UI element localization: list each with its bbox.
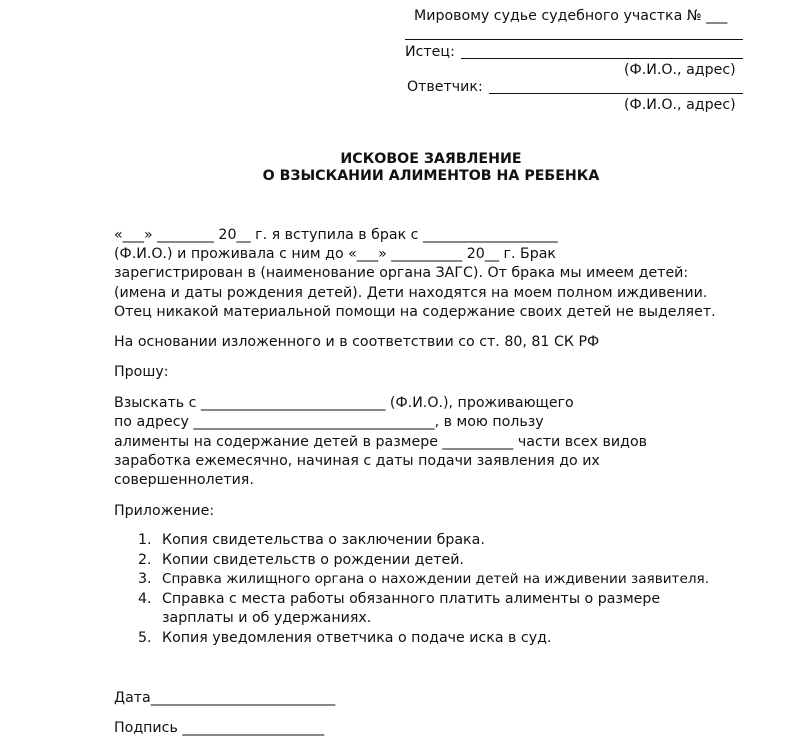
request-line: по адресу __________________________________, в мою пользу: [114, 414, 544, 430]
attachment-number: 5.: [138, 630, 152, 646]
request-line: заработка ежемесячно, начиная с даты подачи заявления до их: [114, 453, 600, 469]
attachment-item: Копия свидетельства о заключении брака.: [162, 532, 485, 548]
date-line: Дата__________________________: [114, 690, 336, 706]
defendant-hint: (Ф.И.О., адрес): [624, 97, 736, 113]
defendant-underline: [489, 93, 743, 94]
plaintiff-hint: (Ф.И.О., адрес): [624, 62, 736, 78]
body-line: зарегистрирован в (наименование органа ЗАГС). От брака мы имеем детей:: [114, 265, 689, 281]
attachment-item: Справка с места работы обязанного платить алименты о размере: [162, 591, 661, 607]
attachment-number: 2.: [138, 552, 152, 568]
basis-text: На основании изложенного и в соответствии со ст. 80, 81 СК РФ: [114, 334, 600, 350]
attachment-item-continued: зарплаты и об удержаниях.: [162, 610, 372, 626]
request-line: алименты на содержание детей в размере __________ части всех видов: [114, 434, 647, 450]
signature-line: Подпись ____________________: [114, 720, 325, 736]
attachments-label: Приложение:: [114, 503, 215, 519]
body-line: Отец никакой материальной помощи на содержание своих детей не выделяет.: [114, 304, 716, 320]
attachment-item: Справка жилищного органа о нахождении детей на иждивении заявителя.: [162, 571, 710, 587]
attachment-number: 3.: [138, 571, 152, 587]
attachment-item: Копии свидетельств о рождении детей.: [162, 552, 464, 568]
defendant-label: Ответчик:: [407, 79, 483, 95]
attachment-number: 1.: [138, 532, 152, 548]
attachment-item: Копия уведомления ответчика о подаче иска в суд.: [162, 630, 552, 646]
plaintiff-label: Истец:: [405, 44, 455, 60]
document-subtitle: О ВЗЫСКАНИИ АЛИМЕНТОВ НА РЕБЕНКА: [262, 168, 600, 184]
plaintiff-underline: [461, 58, 743, 59]
body-line: (имена и даты рождения детей). Дети находятся на моем полном иждивении.: [114, 285, 708, 301]
request-line: совершеннолетия.: [114, 472, 254, 488]
judge-underline: [405, 39, 743, 40]
attachment-number: 4.: [138, 591, 152, 607]
body-line: «___» ________ 20__ г. я вступила в брак с ___________________: [114, 227, 558, 243]
request-label: Прошу:: [114, 364, 169, 380]
body-line: (Ф.И.О.) и проживала с ним до «___» __________ 20__ г. Брак: [114, 246, 556, 262]
request-line: Взыскать с __________________________ (Ф.И.О.), проживающего: [114, 395, 574, 411]
judge-line: Мировому судье судебного участка № ___: [414, 8, 728, 24]
document-title: ИСКОВОЕ ЗАЯВЛЕНИЕ: [340, 151, 522, 167]
